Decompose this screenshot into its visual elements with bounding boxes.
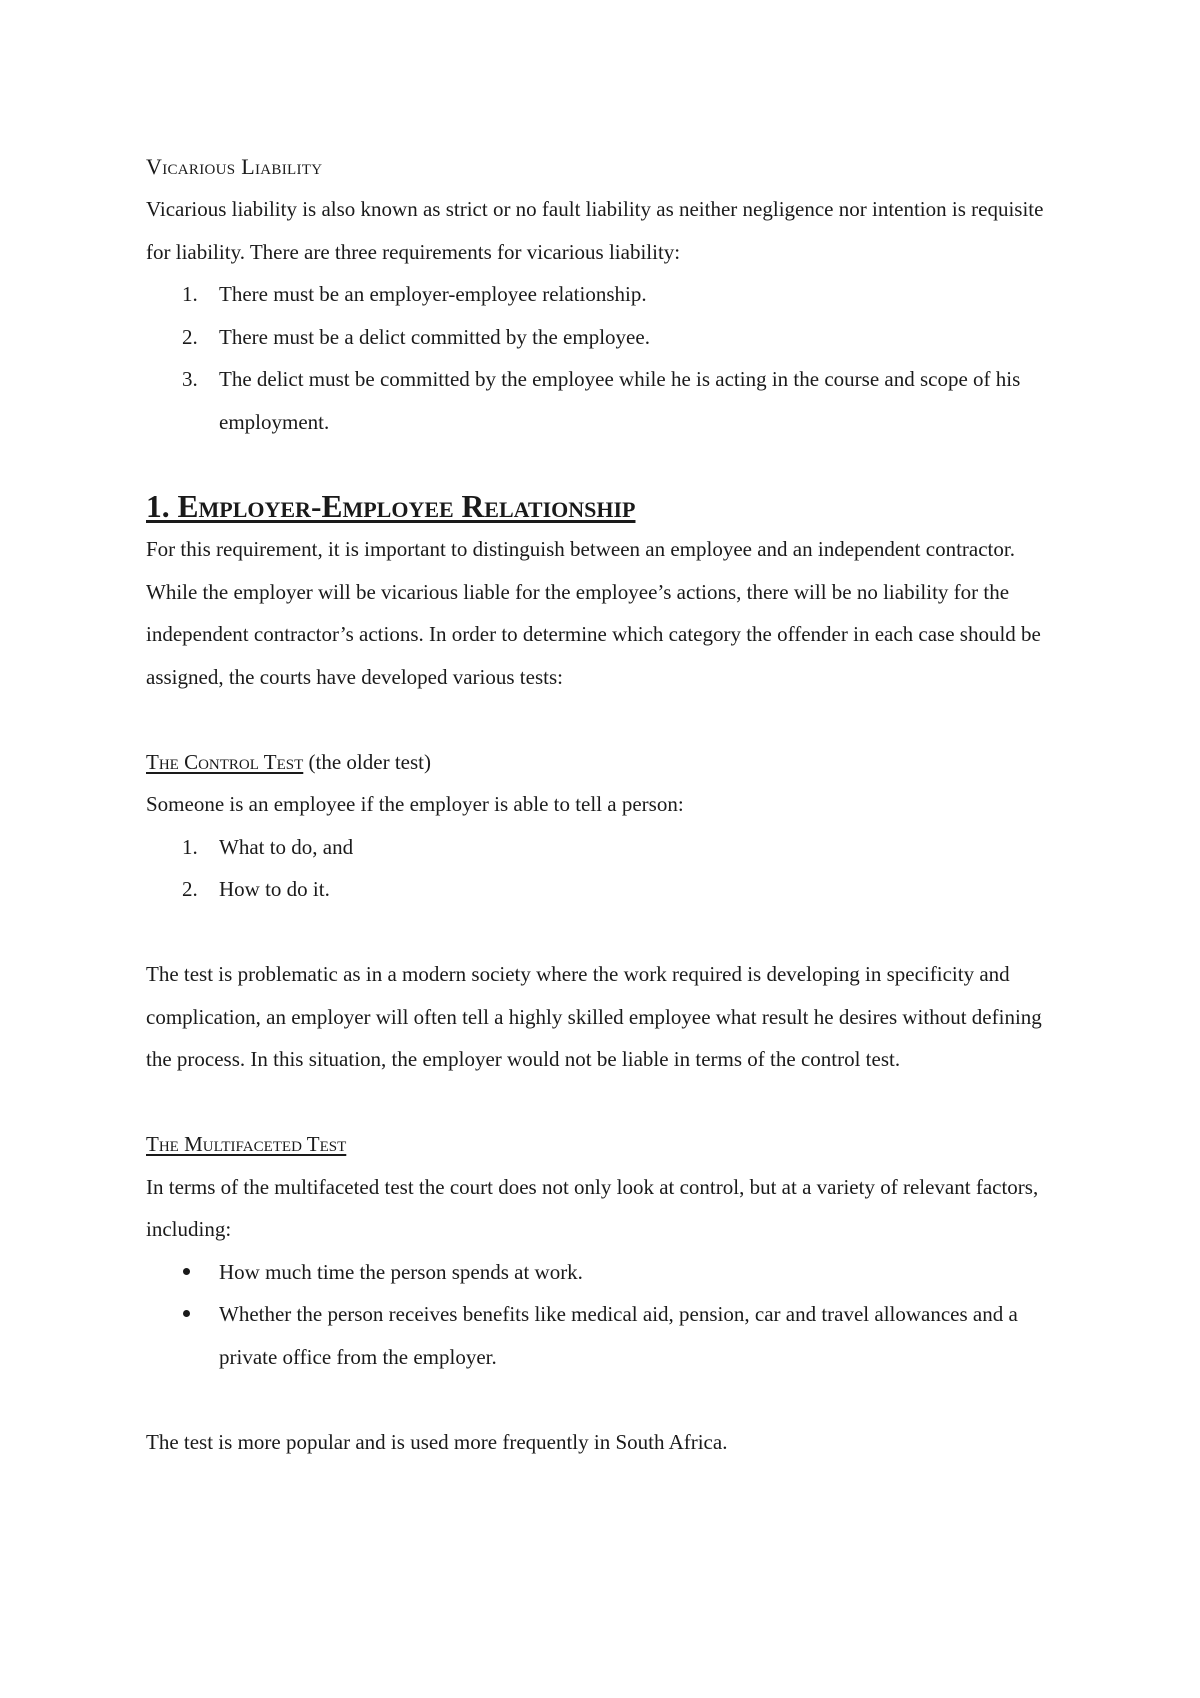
list-item (146, 316, 1066, 359)
control-test-list (146, 826, 1066, 911)
document-title: Vicarious Liability (146, 154, 323, 179)
spacer (146, 1081, 1066, 1124)
section-heading-employer-employee (146, 486, 1066, 529)
list-number: 2. (182, 877, 198, 901)
list-item (146, 273, 1066, 316)
list-item (146, 358, 1066, 443)
multifaceted-test-heading-line (146, 1123, 1066, 1166)
list-item-text: There must be an employer-employee relationship. (219, 282, 647, 306)
list-item-text: The delict must be committed by the employee while he is acting in the course and scope of his employment. (219, 367, 1021, 434)
control-test-critique: The test is problematic as in a modern society where the work required is developing in specificity and complication, an employer will often tell a highly skilled employee what result he desires without defining the process. In this situation, the employer would not be liable in terms of the control test. (146, 962, 1042, 1071)
list-item-text: How much time the person spends at work. (219, 1259, 583, 1284)
list-item (146, 868, 1066, 911)
section1-paragraph: For this requirement, it is important to distinguish between an employee and an independent contractor. While the employer will be vicarious liable for the employee’s actions, there will be no liability for the independent contractor’s actions. In order to determine which category the offender in each case should be assigned, the courts have developed various tests: (146, 537, 1041, 689)
control-test-heading: The Control Test (146, 749, 304, 774)
list-number: 1. (182, 282, 198, 306)
multifaceted-test-heading: The Multifaceted Test (146, 1132, 347, 1156)
spacer (146, 911, 1066, 954)
list-number: 1. (182, 834, 198, 859)
list-item (146, 826, 1066, 869)
list-number: 3. (182, 367, 198, 391)
spacer (146, 698, 1066, 741)
list-item-text: Whether the person receives benefits like medical aid, pension, car and travel allowances and a private office from the employer. (219, 1302, 1018, 1369)
spacer (146, 443, 1066, 486)
multifaceted-test-lead: In terms of the multifaceted test the court does not only look at control, but at a variety of relevant factors, including: (146, 1174, 1039, 1241)
document-content (146, 146, 1066, 1463)
section-heading-text: 1. Employer-Employee Relationship (146, 488, 636, 524)
bullet-icon (183, 1268, 190, 1275)
multifaceted-test-conclusion: The test is more popular and is used more frequently in South Africa. (146, 1429, 728, 1454)
list-item-text: What to do, and (219, 834, 354, 859)
list-item (146, 1293, 1066, 1378)
intro-paragraph: Vicarious liability is also known as strict or no fault liability as neither negligence nor intention is requisite for liability. There are three requirements for vicarious liability: (146, 197, 1044, 264)
list-number: 2. (182, 324, 198, 349)
spacer (146, 1378, 1066, 1421)
list-item-text: There must be a delict committed by the employee. (219, 324, 650, 349)
list-item (146, 1251, 1066, 1294)
control-test-lead: Someone is an employee if the employer is able to tell a person: (146, 792, 684, 816)
control-test-heading-suffix: (the older test) (308, 749, 431, 774)
multifaceted-test-list (146, 1251, 1066, 1379)
bullet-icon (183, 1310, 190, 1317)
requirements-list (146, 273, 1066, 443)
control-test-heading-line (146, 741, 1066, 784)
list-item-text: How to do it. (219, 877, 330, 901)
